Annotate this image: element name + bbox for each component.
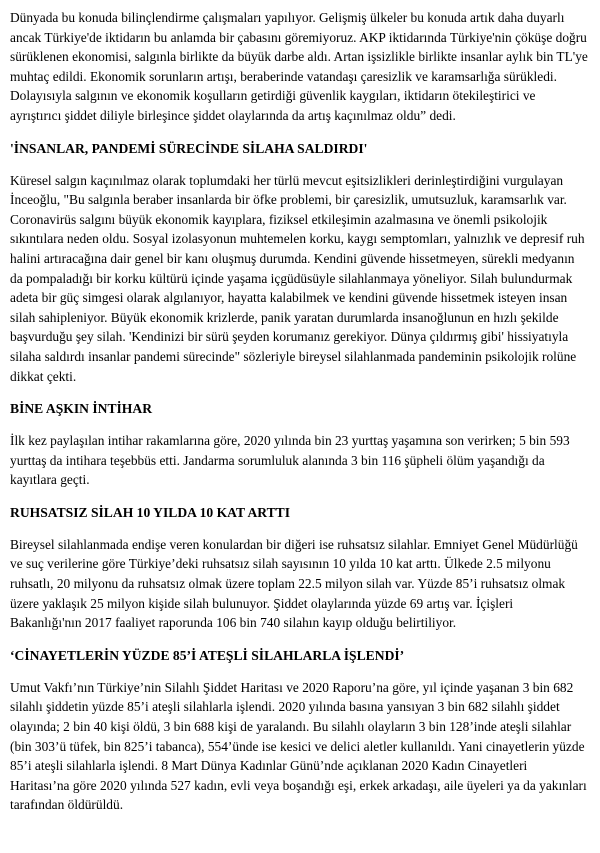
section-body-homicides: Umut Vakfı’nın Türkiye’nin Silahlı Şiddet Haritası ve 2020 Raporu’na göre, yıl içinde yaşanan 3 bin 682 silahlı şiddetin yüzde 85’i ateşli silahlarla işlendi. 2020 yılında basına yansıyan 3 bin 682 silahlı şiddet olayında; 2 bin 40 kişi öldü, 3 bin 688 kişi de yaralandı. Bu silahlı olayların 3 bin 128’inde ateşli silahlar (bin 303’ü tüfek, bin 825’i tabanca), 554’ünde ise kesici ve delici aletler kullanıldı. Yani cinayetlerin yüzde 85’i ateşli silahlarla işlendi. 8 Mart Dünya Kadınlar Günü’nde açıklanan 2020 Kadın Cinayetleri Haritası’na göre 2020 yılında 527 kadın, evli veya boşandığı eşi, erkek arkadaşı, aile üyeleri ya da yakınları tarafından öldürüldü. [10, 679, 587, 813]
intro-paragraph: Dünyada bu konuda bilinçlendirme çalışmaları yapılıyor. Gelişmiş ülkeler bu konuda artık daha duyarlı ancak Türkiye'de iktidarın bu anlamda bir çabasını göremiyoruz. AKP iktidarında Türkiye'nin çöküşe doğru sürüklenen ekonomisi, salgınla birlikte da büyük darbe aldı. Artan işsizlikle birlikte insanlar aylık bin TL'ye muhtaç edildi. Ekonomik sorunların artışı, beraberinde vatandaşı çaresizlik ve karamsarlığa sürükledi. Dolayısıyla salgının ve ekonomik koşulların getirdiği güvenlik kaygıları, iktidarın ötekileştirici ve ayrıştırıcı şiddet diliyle birleşince şiddet olaylarında da artış kaçınılmaz oldu” dedi. [10, 10, 588, 123]
section-heading-pandemic-guns: 'İNSANLAR, PANDEMİ SÜRECİNDE SİLAHA SALDIRDI' [10, 140, 368, 156]
section-heading-suicide: BİNE AŞKIN İNTİHAR [10, 401, 153, 417]
section-heading-homicides: ‘CİNAYETLERİN YÜZDE 85’İ ATEŞLİ SİLAHLARLA İŞLENDİ’ [10, 647, 405, 663]
section-body-pandemic-guns: Küresel salgın kaçınılmaz olarak toplumdaki her türlü mevcut eşitsizlikleri derinleştirdiğini vurgulayan İnceoğlu, "Bu salgınla beraber insanlarda bir öfke problemi, bir çaresizlik, umutsuzluk, karamsarlık var. Coronavirüs salgını büyük ekonomik kayıplara, fiziksel etkileşimin azalmasına ve önemli psikolojik sıkıntılara neden oldu. Sosyal izolasyonun muhtemelen korku, kaygı semptomları, yalnızlık ve depresif ruh halini artıracağına dair genel bir kanı oluşmuş durumda. Kendini güvende hissetmeyen, sürekli medyanın da pompaladığı bir korku kültürü içinde yaşama içgüdüsüyle silahlanmaya yöneliyor. Silah bulundurmak adeta bir güç simgesi olarak algılanıyor, hayatta kalabilmek ve kendini güvende hissetmek isteyen insan silah sahipleniyor. Büyük ekonomik krizlerde, panik yaratan durumlarda insanoğlunun en hızlı şekilde başvurduğu şey silah. 'Kendinizi bir sürü şeyden korumanız gerekiyor. Dünya çıldırmış gibi' hissiyatıyla silaha saldırdı insanlar pandemi sürecinde" sözleriyle bireysel silahlanmada pandeminin psikolojik rolüne dikkat çekti. [10, 172, 585, 384]
section-heading-unlicensed-guns: RUHSATSIZ SİLAH 10 YILDA 10 KAT ARTTI [10, 504, 291, 520]
section-body-unlicensed-guns: Bireysel silahlanmada endişe veren konulardan bir diğeri ise ruhsatsız silahlar. Emniyet Genel Müdürlüğü ve suç verilerine göre Türkiye’deki ruhsatsız silah sayısının 10 yılda 10 kat arttı. Ülkede 2.5 milyonu ruhsatlı, 20 milyonu da ruhsatsız olmak üzere toplam 22.5 milyon silah var. Yüzde 85’i ruhsatsız olmak üzere yaklaşık 25 milyon kişide silah bulunuyor. Şiddet olaylarında yüzde 69 artış var. İçişleri Bakanlığı'nın 2017 faaliyet raporunda 106 bin 740 silahın kayıp olduğu belirtiliyor. [10, 536, 578, 631]
section-body-suicide: İlk kez paylaşılan intihar rakamlarına göre, 2020 yılında bin 23 yurttaş yaşamına son verirken; 5 bin 593 yurttaş da intihara teşebbüs etti. Jandarma sorumluluk alanında 3 bin 116 şüpheli ölüm yaşandığı da kayıtlara geçti. [10, 433, 570, 488]
